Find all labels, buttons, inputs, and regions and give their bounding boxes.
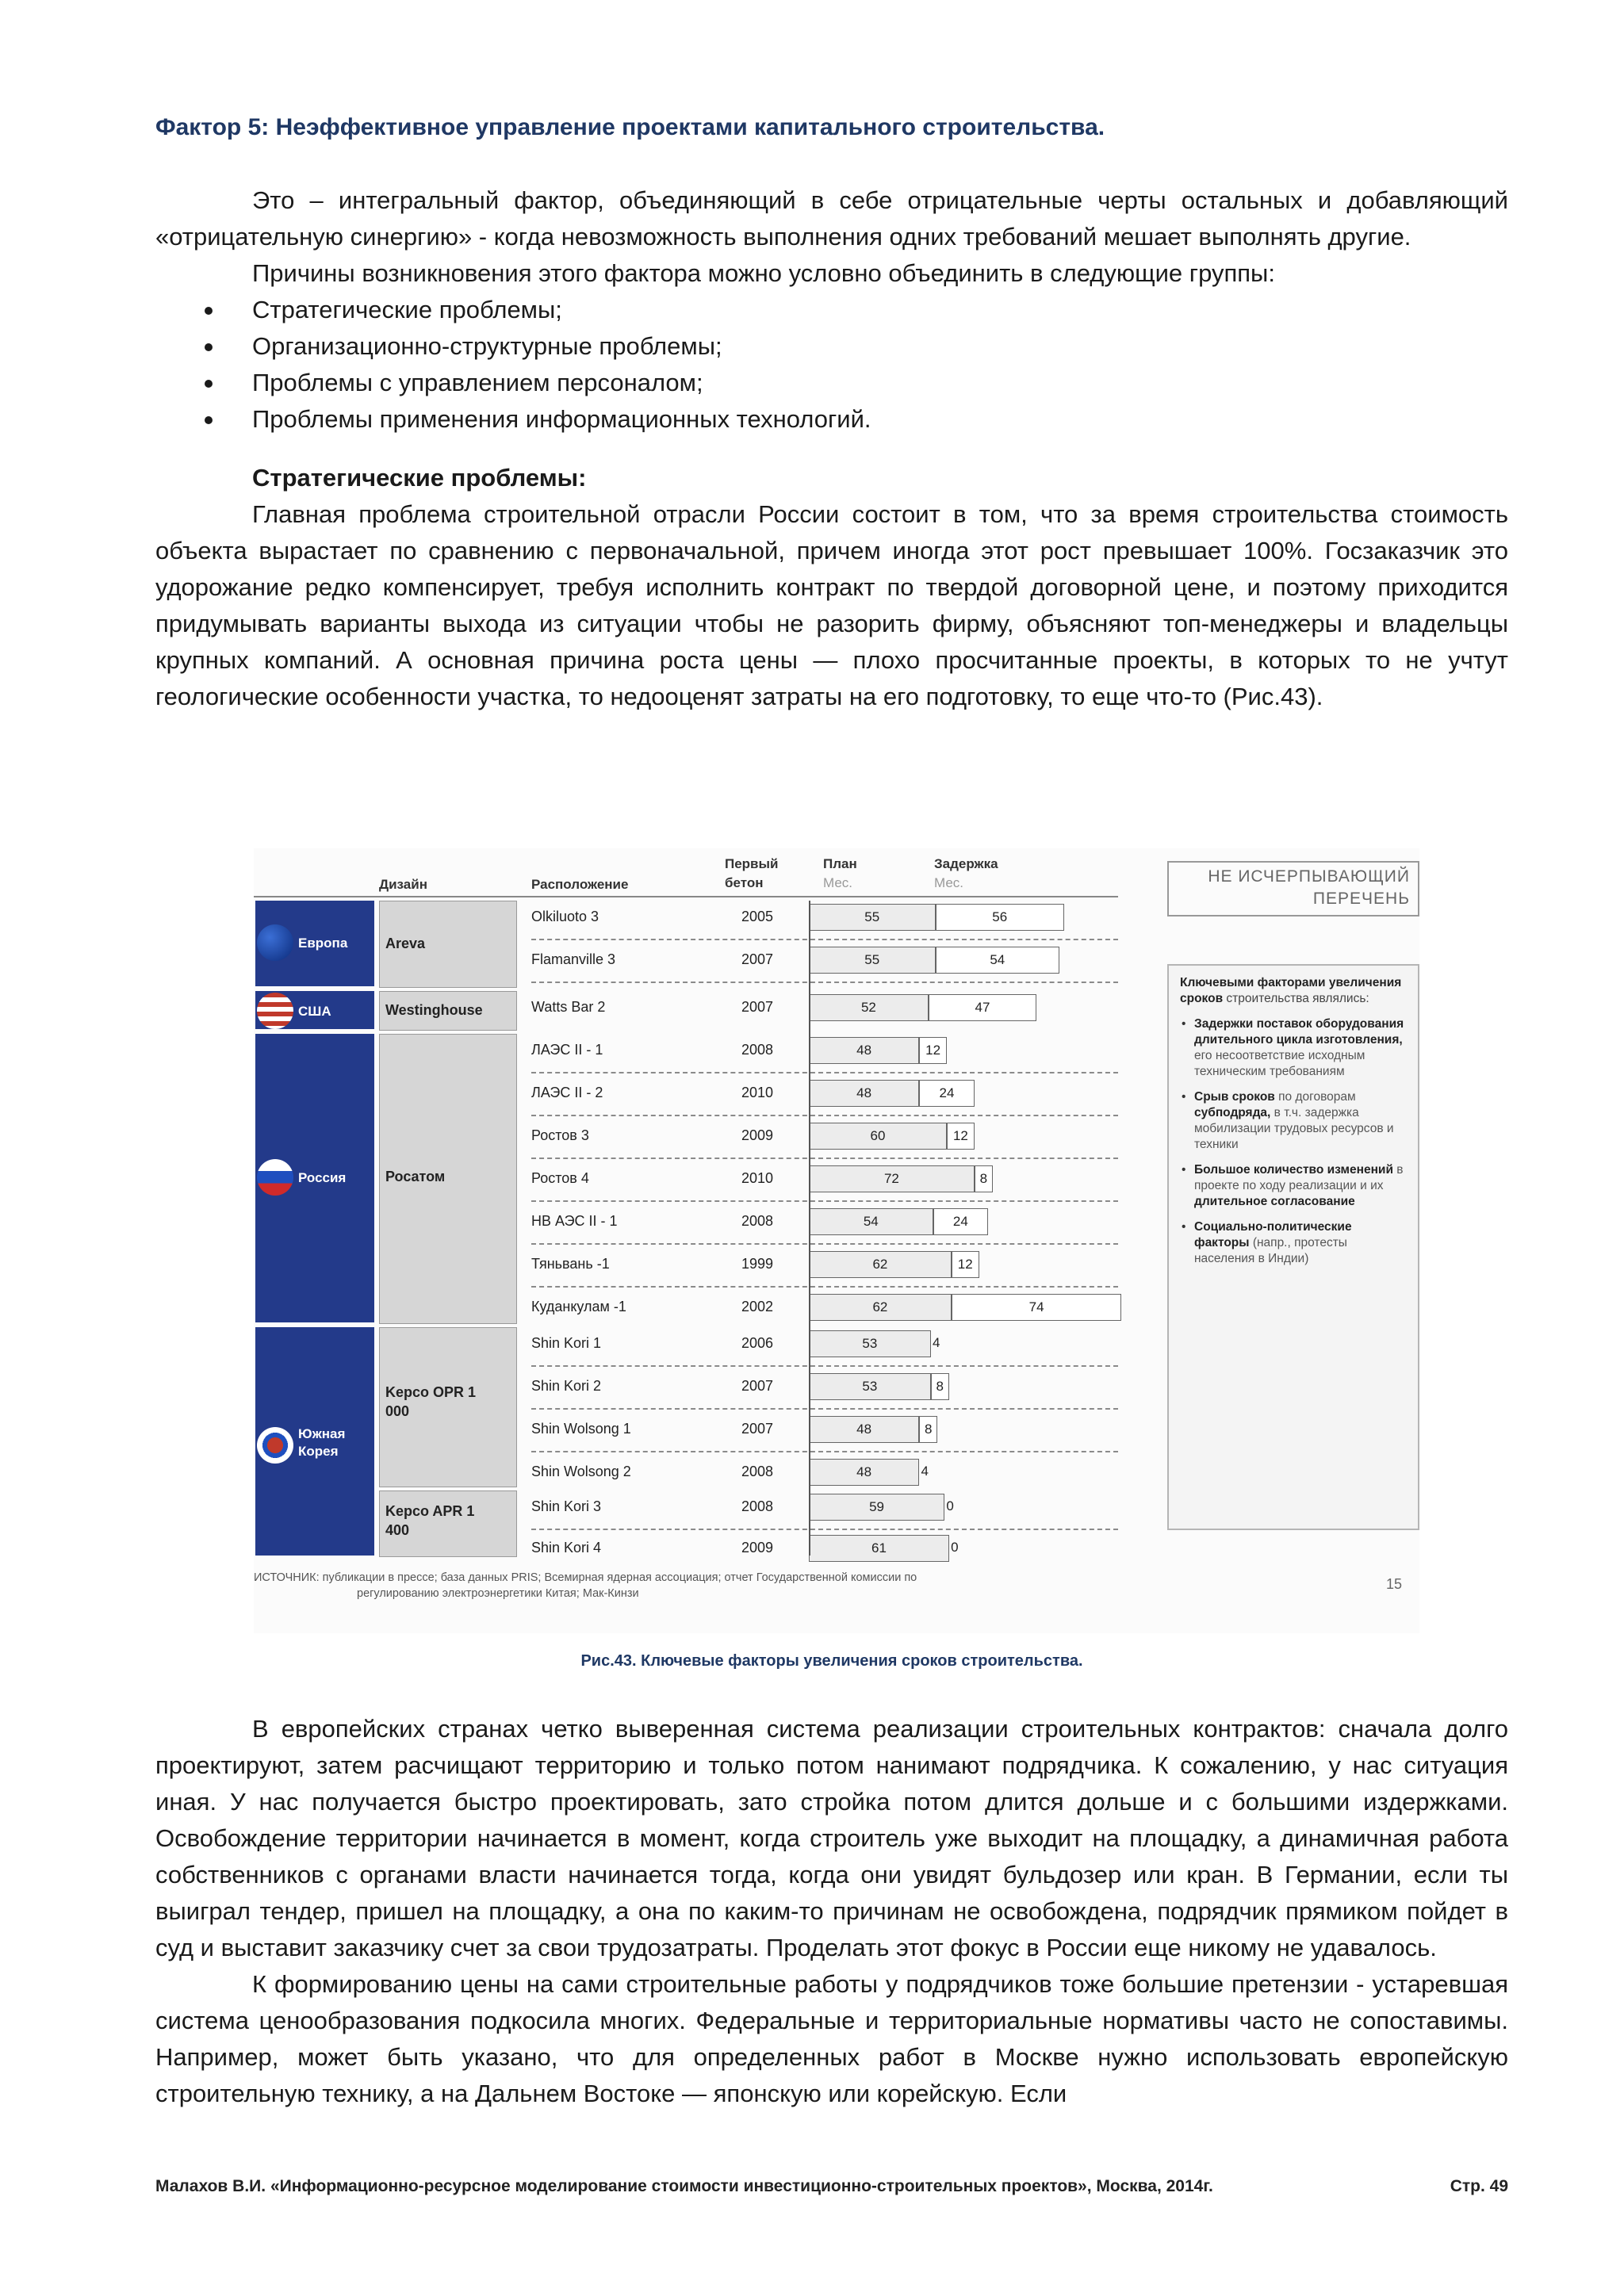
plan-bar: 60 [809, 1123, 947, 1150]
row-location: НВ АЭС II - 1 [531, 1213, 618, 1229]
header-plan-unit: Мес. [823, 875, 853, 890]
plan-bar: 62 [809, 1294, 952, 1321]
region-label-russia: Россия [298, 1170, 347, 1185]
row-first-concrete-year: 2009 [741, 1540, 774, 1556]
row-location: Shin Wolsong 2 [531, 1464, 631, 1479]
row-separator [531, 1200, 1118, 1202]
design-label-areva: Areva [385, 936, 426, 951]
header-delay: Задержка [934, 856, 998, 871]
footer-citation: Малахов В.И. «Информационно-ресурсное моделирование стоимости инвестиционно-строительных проектов», Москва, 2014г. [155, 2177, 1213, 2195]
intro-paragraph-1: Это – интегральный фактор, объединяющий в себе отрицательные черты остальных и добавляющий «отрицательную синергию» - когда невозможность выполнения одних требований мешает выполнять другие. [155, 186, 1508, 251]
row-separator [531, 1072, 1118, 1073]
row-separator [531, 1243, 1118, 1245]
row-first-concrete-year: 2008 [741, 1464, 774, 1479]
key-factors-box: Ключевыми факторами увеличения сроков строительства являлись: • Задержки поставок оборудования длительного цикла изготовления, его несоответствие исходным техническим требованиям • Срыв сроков по договорам субподряда, в т.ч. задержка мобилизации трудовых ресурсов и техники • Большое количество изменений в проекте по ходу реализации и их длительное согласование • Социально-политические факторы (напр., протесты населения в Индии) [1167, 964, 1419, 1530]
design-label-apr: Kepco APR 1 400 [385, 1503, 475, 1538]
delay-bar: 8 [919, 1416, 937, 1443]
plan-bar: 72 [809, 1165, 975, 1192]
figure-caption: Рис.43. Ключевые факторы увеличения сроков строительства. [580, 1652, 1083, 1670]
row-location: Shin Kori 3 [531, 1498, 602, 1514]
delay-bar: 4 [932, 1335, 940, 1350]
list-item: Проблемы с управлением персоналом; [155, 365, 1508, 401]
row-first-concrete-year: 2002 [741, 1299, 774, 1314]
header-design: Дизайн [379, 877, 427, 892]
korea-flag-icon [257, 1427, 293, 1464]
row-location: Ростов 4 [531, 1170, 589, 1186]
row-location: Shin Kori 2 [531, 1378, 602, 1394]
delay-bar: 0 [946, 1498, 954, 1513]
region-label-europe: Европа [298, 936, 348, 951]
header-divider [254, 896, 1118, 897]
delay-bar: 24 [919, 1080, 975, 1107]
plan-bar: 52 [809, 994, 929, 1021]
plan-bar: 48 [809, 1459, 919, 1486]
page-body [155, 111, 1508, 715]
bullet-icon [205, 307, 213, 315]
delay-bar: 0 [951, 1540, 959, 1555]
plan-bar: 48 [809, 1037, 919, 1064]
region-label-korea: Южная Корея [298, 1426, 346, 1459]
design-label-opr: Kepco OPR 1 000 [385, 1384, 477, 1419]
plan-bar: 62 [809, 1251, 952, 1278]
delay-bar: 56 [936, 904, 1064, 931]
row-location: Olkiluoto 3 [531, 909, 599, 924]
row-location: Shin Kori 1 [531, 1335, 602, 1351]
page-body-continued [155, 1711, 1508, 2112]
row-first-concrete-year: 2007 [741, 1378, 774, 1394]
factor-heading: Фактор 5: Неэффективное управление проектами капитального строительства. [155, 114, 1105, 140]
strategic-paragraph: Главная проблема строительной отрасли России состоит в том, что за время строительства стоимость объекта вырастает по сравнению с первоначальной, причем иногда этот рост превышает 100%. Госзаказчик это удорожание редко компенсирует, требуя исполнить контракт по твердой договорной цене, и поэтому приходится придумывать варианты выхода из ситуации чтобы не разорить фирму, объясняют топ-менеджеры и владельцы крупных компаний. А основная причина роста цены — плохо просчитанные проекты, в которых то не учтут геологические особенности участка, то недооценят затраты на его подготовку, то еще что-то (Рис.43). [155, 500, 1508, 710]
row-separator [531, 1158, 1118, 1159]
row-location: Shin Kori 4 [531, 1540, 602, 1556]
list-item: • Задержки поставок оборудования длительного цикла изготовления, его несоответствие исходным техническим требованиям [1180, 1016, 1407, 1080]
row-separator [531, 1286, 1118, 1288]
intro-paragraph-2: Причины возникновения этого фактора можно условно объединить в следующие группы: [252, 259, 1275, 287]
plan-bar: 59 [809, 1494, 944, 1521]
row-first-concrete-year: 2007 [741, 999, 774, 1015]
eu-flag-icon [257, 924, 293, 961]
row-separator [531, 1529, 1118, 1530]
delay-bar: 4 [921, 1464, 929, 1479]
row-first-concrete-year: 2009 [741, 1127, 774, 1143]
not-exhaustive-badge: НЕ ИСЧЕРПЫВАЮЩИЙ ПЕРЕЧЕНЬ [1167, 861, 1419, 916]
header-plan: План [823, 856, 857, 871]
row-first-concrete-year: 2005 [741, 909, 774, 924]
row-separator [531, 939, 1118, 940]
list-item: • Большое количество изменений в проекте по ходу реализации и их длительное согласование [1180, 1162, 1407, 1210]
delay-bar: 47 [929, 994, 1036, 1021]
delay-bar: 12 [952, 1251, 979, 1278]
plan-bar: 55 [809, 947, 936, 974]
plan-bar: 53 [809, 1330, 931, 1357]
row-first-concrete-year: 2008 [741, 1498, 774, 1514]
plan-bar: 54 [809, 1208, 933, 1235]
row-separator [531, 1115, 1118, 1116]
figure-43-table [254, 848, 1419, 1633]
row-location: Куданкулам -1 [531, 1299, 626, 1314]
row-first-concrete-year: 1999 [741, 1256, 774, 1272]
plan-bar: 61 [809, 1535, 949, 1562]
plan-bar: 55 [809, 904, 936, 931]
row-separator [531, 1365, 1118, 1367]
strategic-heading: Стратегические проблемы: [252, 464, 587, 492]
row-location: Shin Wolsong 1 [531, 1421, 631, 1437]
row-location: Ростов 3 [531, 1127, 589, 1143]
page-number: Стр. 49 [1450, 2177, 1508, 2195]
list-item: • Социально-политические факторы (напр., протесты населения в Индии) [1180, 1219, 1407, 1267]
delay-bar: 12 [947, 1123, 975, 1150]
europe-paragraph: В европейских странах четко выверенная система реализации строительных контрактов: сначала долго проектируют, затем расчищают территорию и только потом нанимают подрядчика. К сожалению, у нас ситуация иная. У нас получается быстро проектировать, зато стройка потом длится дольше и с большими издержками. Освобождение территории начинается в момент, когда строитель уже выходит на площадку, а динамичная работа собственников с органами власти начинается тогда, когда они увидят бульдозер или кран. В Германии, если ты выиграл тендер, пришел на площадку, а она по каким-то причинам не освобождена, подрядчик прямиком пойдет в суд и выставит заказчику счет за свои трудозатраты. Проделать этот фокус в России еще никому не удавалось. [155, 1715, 1508, 1961]
row-location: ЛАЭС II - 2 [531, 1085, 603, 1100]
row-first-concrete-year: 2010 [741, 1085, 774, 1100]
row-location: Тяньвань -1 [531, 1256, 610, 1272]
bullet-icon [205, 343, 213, 351]
delay-bar: 54 [936, 947, 1060, 974]
russia-flag-icon [257, 1159, 293, 1196]
row-first-concrete-year: 2008 [741, 1042, 774, 1058]
cause-groups-list [155, 292, 1508, 438]
plan-bar: 53 [809, 1373, 931, 1400]
row-first-concrete-year: 2007 [741, 951, 774, 967]
row-first-concrete-year: 2006 [741, 1335, 774, 1351]
header-delay-unit: Мес. [934, 875, 964, 890]
row-location: ЛАЭС II - 1 [531, 1042, 603, 1058]
header-concrete: бетон [725, 875, 764, 890]
row-location: Watts Bar 2 [531, 999, 606, 1015]
region-label-usa: США [298, 1004, 331, 1019]
design-label-rosatom: Росатом [385, 1169, 446, 1184]
row-first-concrete-year: 2007 [741, 1421, 774, 1437]
row-separator [531, 1408, 1118, 1410]
plan-bar: 48 [809, 1080, 919, 1107]
delay-bar: 74 [952, 1294, 1122, 1321]
header-first: Первый [725, 856, 779, 871]
row-separator [531, 982, 1118, 983]
us-flag-icon [257, 993, 293, 1029]
plan-axis-line [809, 901, 810, 1556]
delay-bar: 8 [931, 1373, 949, 1400]
delay-bar: 12 [919, 1037, 947, 1064]
row-location: Flamanville 3 [531, 951, 616, 967]
list-item: Проблемы применения информационных технологий. [155, 401, 1508, 438]
slide-number: 15 [1386, 1576, 1403, 1592]
bullet-icon [205, 416, 213, 424]
header-location: Расположение [531, 877, 629, 892]
delay-bar: 8 [975, 1165, 993, 1192]
bullet-icon [205, 380, 213, 388]
row-first-concrete-year: 2010 [741, 1170, 774, 1186]
pricing-paragraph: К формированию цены на сами строительные работы у подрядчиков тоже большие претензии - устаревшая система ценообразования подкосила многих. Федеральные и территориальные нормативы часто не сопоставимы. Например, может быть указано, что для определенных работ в Москве нужно использовать европейскую строительную технику, а на Дальнем Востоке — японскую или корейскую. Если [155, 1970, 1508, 2107]
plan-bar: 48 [809, 1416, 919, 1443]
list-item: • Срыв сроков по договорам субподряда, в т.ч. задержка мобилизации трудовых ресурсов и техники [1180, 1089, 1407, 1153]
design-label-westinghouse: Westinghouse [385, 1002, 483, 1018]
page-footer [155, 2177, 1508, 2196]
list-item: Стратегические проблемы; [155, 292, 1508, 328]
list-item: Организационно-структурные проблемы; [155, 328, 1508, 365]
row-first-concrete-year: 2008 [741, 1213, 774, 1229]
figure-source: ИСТОЧНИК: публикации в прессе; база данных PRIS; Всемирная ядерная ассоциация; отчет Государственной комиссии по регулированию электроэнергетики Китая; Мак-Кинзи [254, 1571, 917, 1600]
row-separator [531, 1451, 1118, 1452]
delay-bar: 24 [933, 1208, 989, 1235]
